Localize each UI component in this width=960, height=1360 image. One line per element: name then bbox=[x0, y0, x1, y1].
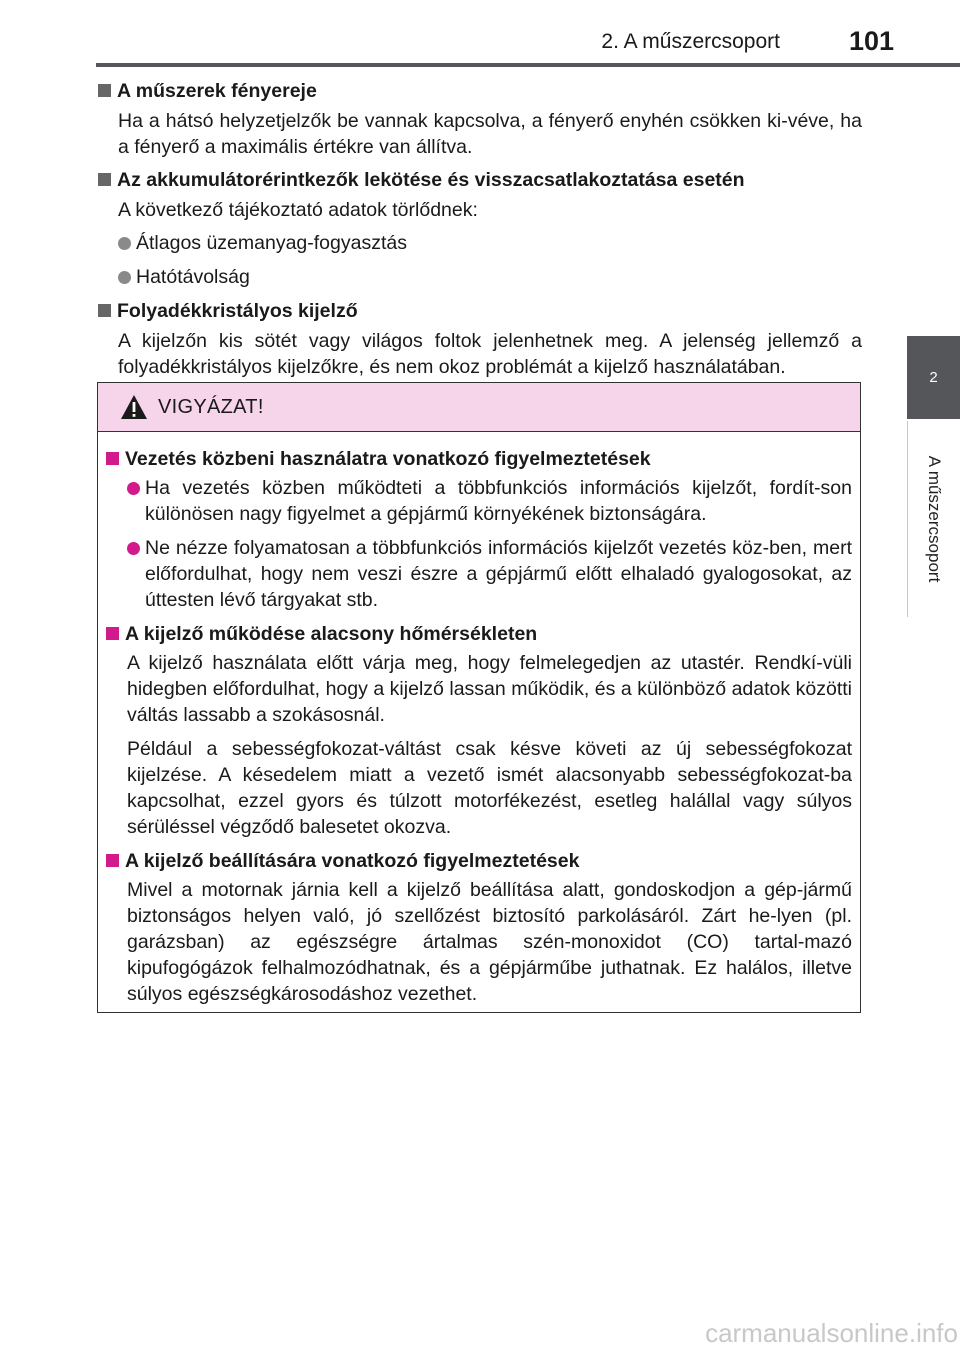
paragraph: Például a sebességfokozat-váltást csak késve követi az új sebességfokozat kijelzése. A késedelem miatt a vezető ismét alacsonyabb sebességfokozat-ba kapcsolhat, ezzel gyors és túlzott motorfékezést, esetleg halállal vagy súlyos sérüléssel végződő balesetet okozva. bbox=[127, 738, 852, 838]
heading-text: Folyadékkristályos kijelző bbox=[117, 300, 358, 322]
paragraph: A kijelzőn kis sötét vagy világos foltok jelenhetnek meg. A jelenség jellemző a folyadékkristályos kijelzőkre, és nem okoz problémát a kijelző használatában. bbox=[118, 330, 862, 378]
warning-header bbox=[98, 383, 860, 432]
dot-bullet-icon bbox=[118, 271, 131, 284]
chapter-title: 2. A műszercsoport bbox=[601, 30, 780, 53]
paragraph: Ha a hátsó helyzetjelzők be vannak kapcsolva, a fényerő enyhén csökken ki-véve, ha a fényerő a maximális értékre van állítva. bbox=[118, 110, 862, 158]
chapter-tab-label: A műszercsoport bbox=[925, 455, 944, 583]
list-item-text: Ha vezetés közben működteti a többfunkciós információs kijelzőt, fordít-son különösen nagy figyelmet a gépjármű környékének biztonságára. bbox=[145, 477, 852, 525]
square-bullet-icon bbox=[106, 452, 119, 465]
heading-text: A kijelző működése alacsony hőmérsékleten bbox=[125, 623, 538, 645]
paragraph: Mivel a motornak járnia kell a kijelző beállítása alatt, gondoskodjon a gép-jármű biztonságos helyen való, jó szellőzést biztosító parkolásáról. Zárt he-lyen (pl. garázsban) az egészségre ártalmas szén-monoxidot (CO) tartal-mazó kipufogógázok felhalmozódhatnak, és a gépjárműbe juthatnak. Ez halálos, illetve súlyos egészségkárosodáshoz vezethet. bbox=[127, 879, 852, 1005]
square-bullet-icon bbox=[98, 84, 111, 97]
warning-box bbox=[97, 382, 861, 1013]
square-bullet-icon bbox=[106, 627, 119, 640]
heading-text: Vezetés közbeni használatra vonatkozó figyelmeztetések bbox=[125, 448, 651, 470]
page-number: 101 bbox=[848, 26, 894, 56]
dot-bullet-icon bbox=[118, 237, 131, 250]
warning-section-heading bbox=[106, 621, 852, 647]
heading-text: A kijelző beállítására vonatkozó figyelmeztetések bbox=[125, 850, 580, 872]
heading-text: A műszerek fényereje bbox=[117, 80, 317, 102]
warning-body bbox=[98, 432, 860, 1007]
warning-triangle-icon bbox=[120, 394, 148, 420]
list-item bbox=[98, 230, 862, 256]
list-item bbox=[106, 475, 852, 527]
list-item-text: Átlagos üzemanyag-fogyasztás bbox=[136, 232, 407, 254]
list-item bbox=[106, 535, 852, 613]
list-item-text: Hatótávolság bbox=[136, 266, 250, 288]
main-content bbox=[98, 78, 862, 387]
paragraph: A következő tájékoztató adatok törlődnek: bbox=[118, 199, 478, 221]
list-item bbox=[98, 264, 862, 290]
section-heading bbox=[98, 167, 862, 193]
watermark: carmanualsonline.info bbox=[705, 1318, 958, 1348]
header-rule bbox=[96, 63, 960, 67]
dot-bullet-icon bbox=[127, 482, 140, 495]
list-item-text: Ne nézze folyamatosan a többfunkciós információs kijelzőt vezetés köz-ben, mert előfordulhat, hogy nem veszi észre a gépjármű előtt elhaladó gyalogosokat, az úttesten lévő tárgyakat stb. bbox=[145, 537, 852, 611]
section-heading bbox=[98, 78, 862, 104]
square-bullet-icon bbox=[98, 304, 111, 317]
section-heading bbox=[98, 298, 862, 324]
dot-bullet-icon bbox=[127, 542, 140, 555]
square-bullet-icon bbox=[106, 854, 119, 867]
warning-section-heading bbox=[106, 446, 852, 472]
warning-section-heading bbox=[106, 848, 852, 874]
warning-title: VIGYÁZAT! bbox=[158, 395, 264, 418]
paragraph: A kijelző használata előtt várja meg, hogy felmelegedjen az utastér. Rendkí-vüli hidegben előfordulhat, hogy a kijelző lassan működik, és a különböző adatok közötti váltás lassabb a szokásosnál. bbox=[127, 652, 852, 726]
heading-text: Az akkumulátorérintkezők lekötése és visszacsatlakoztatása esetén bbox=[117, 169, 745, 191]
chapter-tab bbox=[907, 421, 960, 617]
chapter-tab-number: 2 bbox=[907, 336, 960, 419]
square-bullet-icon bbox=[98, 173, 111, 186]
